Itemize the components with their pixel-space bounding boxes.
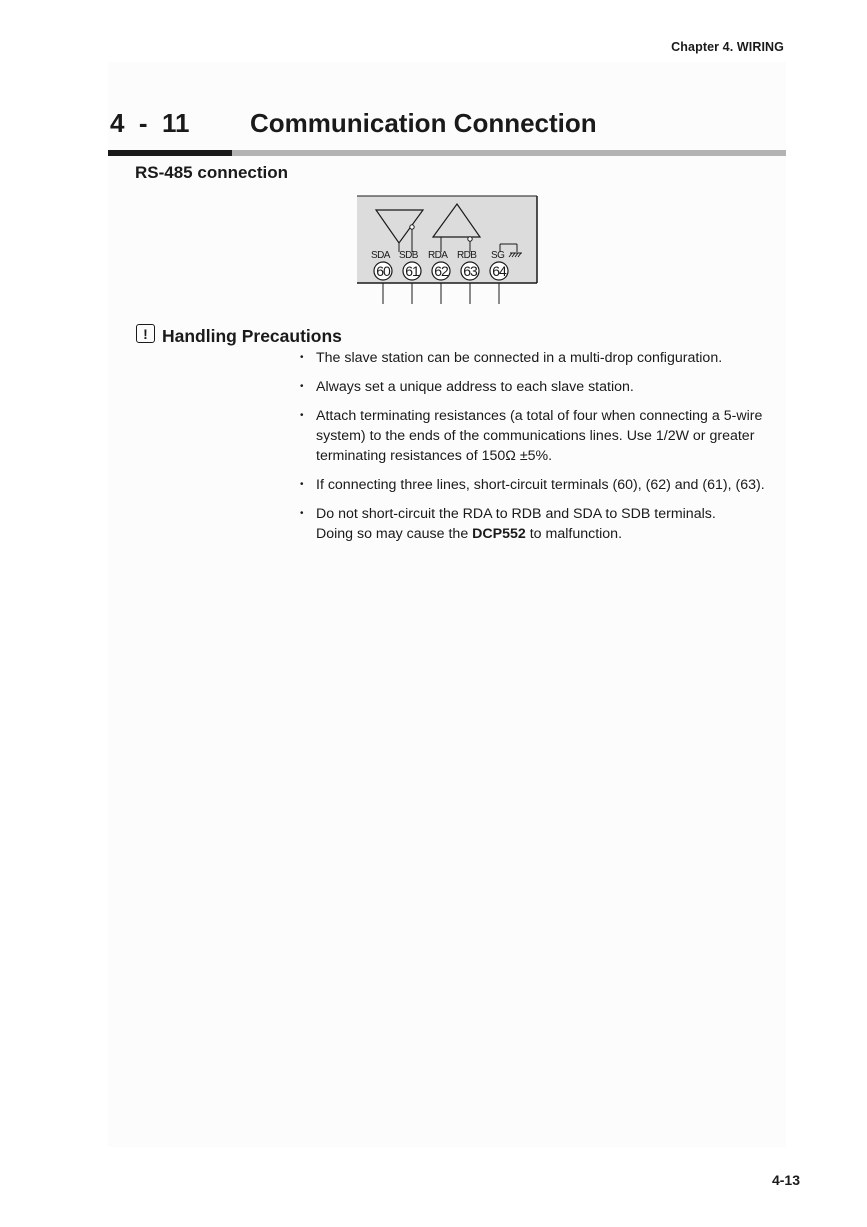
- bullet: •: [300, 410, 304, 421]
- terminal-61: [403, 262, 421, 280]
- precaution-text: Always set a unique address to each slave station.: [316, 379, 634, 395]
- label-rdb: RDB: [457, 250, 477, 261]
- bullet: •: [300, 381, 304, 392]
- precaution-text: Attach terminating resistances (a total of four when connecting a 5-wire system) to the ends of the communications lines. Use 1/2W or greater terminating resistances of 150Ω ±5%.: [316, 408, 763, 464]
- label-rda: RDA: [428, 250, 448, 261]
- chapter-header: Chapter 4. WIRING: [671, 40, 784, 54]
- terminal-number: 62: [434, 263, 448, 279]
- model-name: DCP552: [472, 526, 526, 542]
- bullet: •: [300, 352, 304, 363]
- list-item: [300, 475, 790, 495]
- list-item: [300, 377, 790, 397]
- bullet: •: [300, 479, 304, 490]
- terminal-64: [490, 262, 508, 280]
- section-number: 4 - 11: [110, 108, 190, 138]
- bullet: •: [300, 508, 304, 519]
- precautions-label: Handling Precautions: [162, 326, 342, 346]
- precaution-text: The slave station can be connected in a multi-drop configuration.: [316, 350, 723, 366]
- precaution-text: If connecting three lines, short-circuit terminals (60), (62) and (61), (63).: [316, 477, 765, 493]
- subsection-heading: RS-485 connection: [135, 163, 289, 182]
- label-sdb: SDB: [399, 250, 418, 261]
- precaution-text-line2: [316, 526, 622, 542]
- lead-wires: [383, 283, 499, 304]
- terminal-number: 63: [463, 263, 477, 279]
- handling-precautions-heading: [136, 322, 342, 347]
- line2-before: Doing so may cause the: [316, 526, 473, 542]
- section-title: [110, 108, 597, 139]
- terminal-number: 64: [492, 263, 506, 279]
- label-sg: SG: [491, 250, 505, 261]
- list-item: [300, 348, 790, 368]
- terminal-60: [374, 262, 392, 280]
- precaution-list: [300, 348, 790, 553]
- terminal-number: 61: [405, 263, 419, 279]
- rs485-terminal-diagram: [355, 194, 545, 315]
- section-title-text: Communication Connection: [250, 108, 597, 138]
- terminal-62: [432, 262, 450, 280]
- terminal-63: [461, 262, 479, 280]
- terminal-number: 60: [376, 263, 390, 279]
- precaution-text-line1: Do not short-circuit the RDA to RDB and SDA to SDB terminals.: [316, 506, 716, 522]
- title-rule: [108, 150, 786, 156]
- list-item: [300, 406, 790, 466]
- page-number: 4-13: [771, 1172, 800, 1188]
- exclamation-box-icon: !: [136, 324, 155, 343]
- title-rule-accent: [108, 150, 232, 156]
- list-item: [300, 504, 790, 544]
- label-sda: SDA: [371, 250, 390, 261]
- line2-after: to malfunction.: [525, 526, 623, 542]
